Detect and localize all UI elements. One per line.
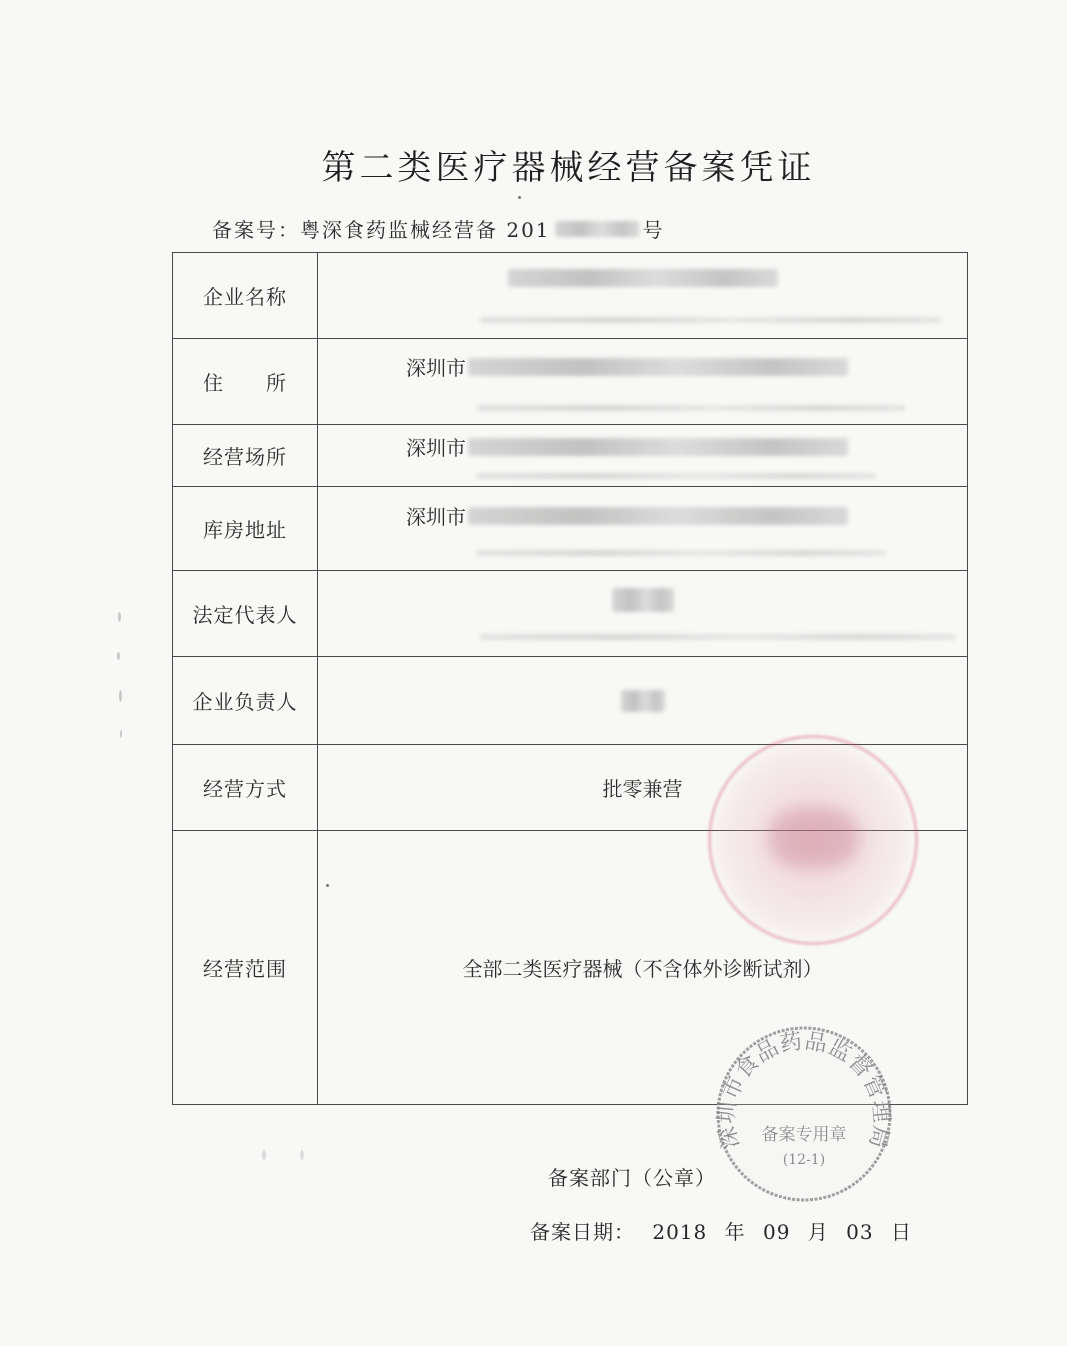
address-cell: [318, 339, 968, 425]
seal-arc-text: 深圳市食品药品监督管理局: [714, 1028, 894, 1152]
filing-month: 09: [762, 1220, 791, 1244]
redaction-smear: [479, 634, 956, 640]
row-label: 企业名称: [173, 253, 318, 339]
scan-speck: [118, 612, 121, 622]
filing-year: 2018: [652, 1220, 708, 1244]
filing-date-label: 备案日期：: [530, 1220, 635, 1244]
redaction-smear: [479, 317, 942, 323]
warehouse-address-value: 深圳市: [406, 505, 466, 529]
scan-speck: [262, 1150, 266, 1160]
scan-speck: [119, 690, 122, 702]
scan-speck: [300, 1150, 304, 1160]
seal-code: (12-1): [782, 1152, 826, 1168]
redacted-warehouse-address: [468, 507, 848, 525]
year-unit: 年: [724, 1220, 746, 1244]
filing-seal-stamp: [712, 1022, 896, 1206]
table-row: [173, 425, 968, 487]
row-label: 库房地址: [173, 487, 318, 571]
filing-number-prefix: 粤深食药监械经营备 201: [300, 218, 551, 242]
company-name-cell: [318, 253, 968, 339]
legal-representative-cell: [318, 571, 968, 657]
table-row: [173, 339, 968, 425]
day-unit: 日: [890, 1220, 912, 1244]
filing-department: 备案部门（公章）: [548, 1166, 716, 1190]
redaction-smear: [476, 550, 886, 556]
redacted-enterprise-head: [621, 690, 665, 712]
scan-speck: [518, 196, 521, 199]
table-row: [173, 657, 968, 745]
redacted-company-name: [508, 269, 778, 287]
redacted-address: [468, 358, 848, 376]
row-label: 经营方式: [173, 745, 318, 831]
filing-date: [530, 1216, 922, 1245]
enterprise-head-cell: [318, 657, 968, 745]
row-label: 住 所: [173, 339, 318, 425]
business-mode-value: 批零兼营: [318, 745, 968, 831]
certificate-table: [172, 252, 968, 1105]
scan-speck: [120, 730, 122, 738]
business-premises-cell: [318, 425, 968, 487]
table-row: [173, 487, 968, 571]
business-premises-value: 深圳市: [406, 436, 466, 460]
filing-day: 03: [846, 1220, 874, 1244]
scan-speck: [117, 652, 120, 660]
business-scope-value: 全部二类医疗器械（不含体外诊断试剂）: [318, 831, 968, 1105]
redacted-legal-representative: [612, 588, 674, 612]
faded-seal-stamp: [708, 735, 918, 945]
row-label: 企业负责人: [173, 657, 318, 745]
redaction-smear: [476, 405, 906, 411]
address-value: 深圳市: [406, 356, 466, 380]
document-title: 第二类医疗器械经营备案凭证: [321, 148, 816, 188]
warehouse-address-cell: [318, 487, 968, 571]
table-row: [173, 253, 968, 339]
row-label: 经营范围: [173, 831, 318, 1105]
seal-inner-text: 备案专用章: [761, 1125, 847, 1145]
filing-number-label: 备案号：: [212, 218, 300, 242]
row-label: 经营场所: [173, 425, 318, 487]
redacted-business-premises: [468, 438, 848, 456]
filing-number-suffix: 号: [642, 218, 665, 242]
month-unit: 月: [807, 1220, 829, 1244]
redacted-filing-digits: [555, 221, 639, 237]
redaction-smear: [476, 473, 876, 479]
table-row: [173, 571, 968, 657]
row-label: 法定代表人: [173, 571, 318, 657]
filing-number: [212, 214, 665, 243]
